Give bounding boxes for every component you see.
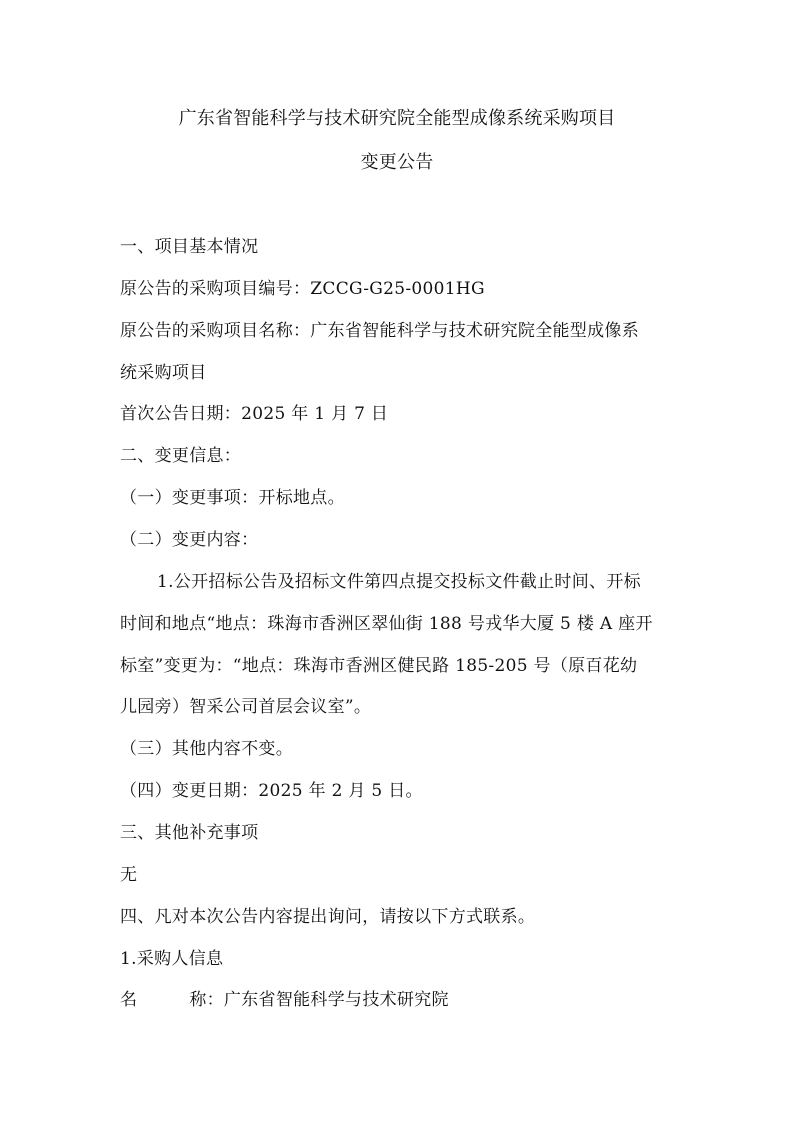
- project-number: 原公告的采购项目编号：ZCCG-G25-0001HG: [120, 279, 485, 299]
- first-notice-date: 首次公告日期：2025 年 1 月 7 日: [120, 404, 389, 424]
- section4-heading: 四、凡对本次公告内容提出询问，请按以下方式联系。: [120, 907, 536, 927]
- purchaser-name-row: [120, 985, 449, 1010]
- change-content-heading: （二）变更内容：: [120, 530, 259, 550]
- purchaser-name-label-second: 称：: [189, 990, 224, 1010]
- document-title-line1: 广东省智能科学与技术研究院全能型成像系统采购项目: [178, 108, 616, 129]
- other-content-unchanged: （三）其他内容不变。: [120, 739, 293, 759]
- purchaser-info-heading: 1.采购人信息: [120, 949, 224, 969]
- section3-content: 无: [120, 865, 138, 885]
- change-content-line1: 1.公开招标公告及招标文件第四点提交投标文件截止时间、开标: [157, 572, 641, 592]
- section3-heading: 三、其他补充事项: [120, 823, 259, 843]
- change-content-line3: 标室”变更为：“地点：珠海市香洲区健民路 185-205 号（原百花幼: [120, 656, 638, 676]
- change-date: （四）变更日期：2025 年 2 月 5 日。: [120, 781, 423, 801]
- document-title-line2: 变更公告: [360, 152, 434, 173]
- section2-heading: 二、变更信息：: [120, 446, 242, 466]
- purchaser-name-label-first: 名: [120, 990, 138, 1010]
- section1-heading: 一、项目基本情况: [120, 237, 259, 257]
- change-content-line4: 儿园旁）智采公司首层会议室”。: [120, 697, 372, 717]
- project-name-line2: 统采购项目: [120, 363, 207, 383]
- change-item: （一）变更事项：开标地点。: [120, 488, 345, 508]
- purchaser-name-value: 广东省智能科学与技术研究院: [223, 990, 449, 1010]
- project-name-line1: 原公告的采购项目名称：广东省智能科学与技术研究院全能型成像系: [120, 321, 639, 341]
- change-content-line2: 时间和地点“地点：珠海市香洲区翠仙街 188 号戎华大厦 5 楼 A 座开: [120, 614, 653, 634]
